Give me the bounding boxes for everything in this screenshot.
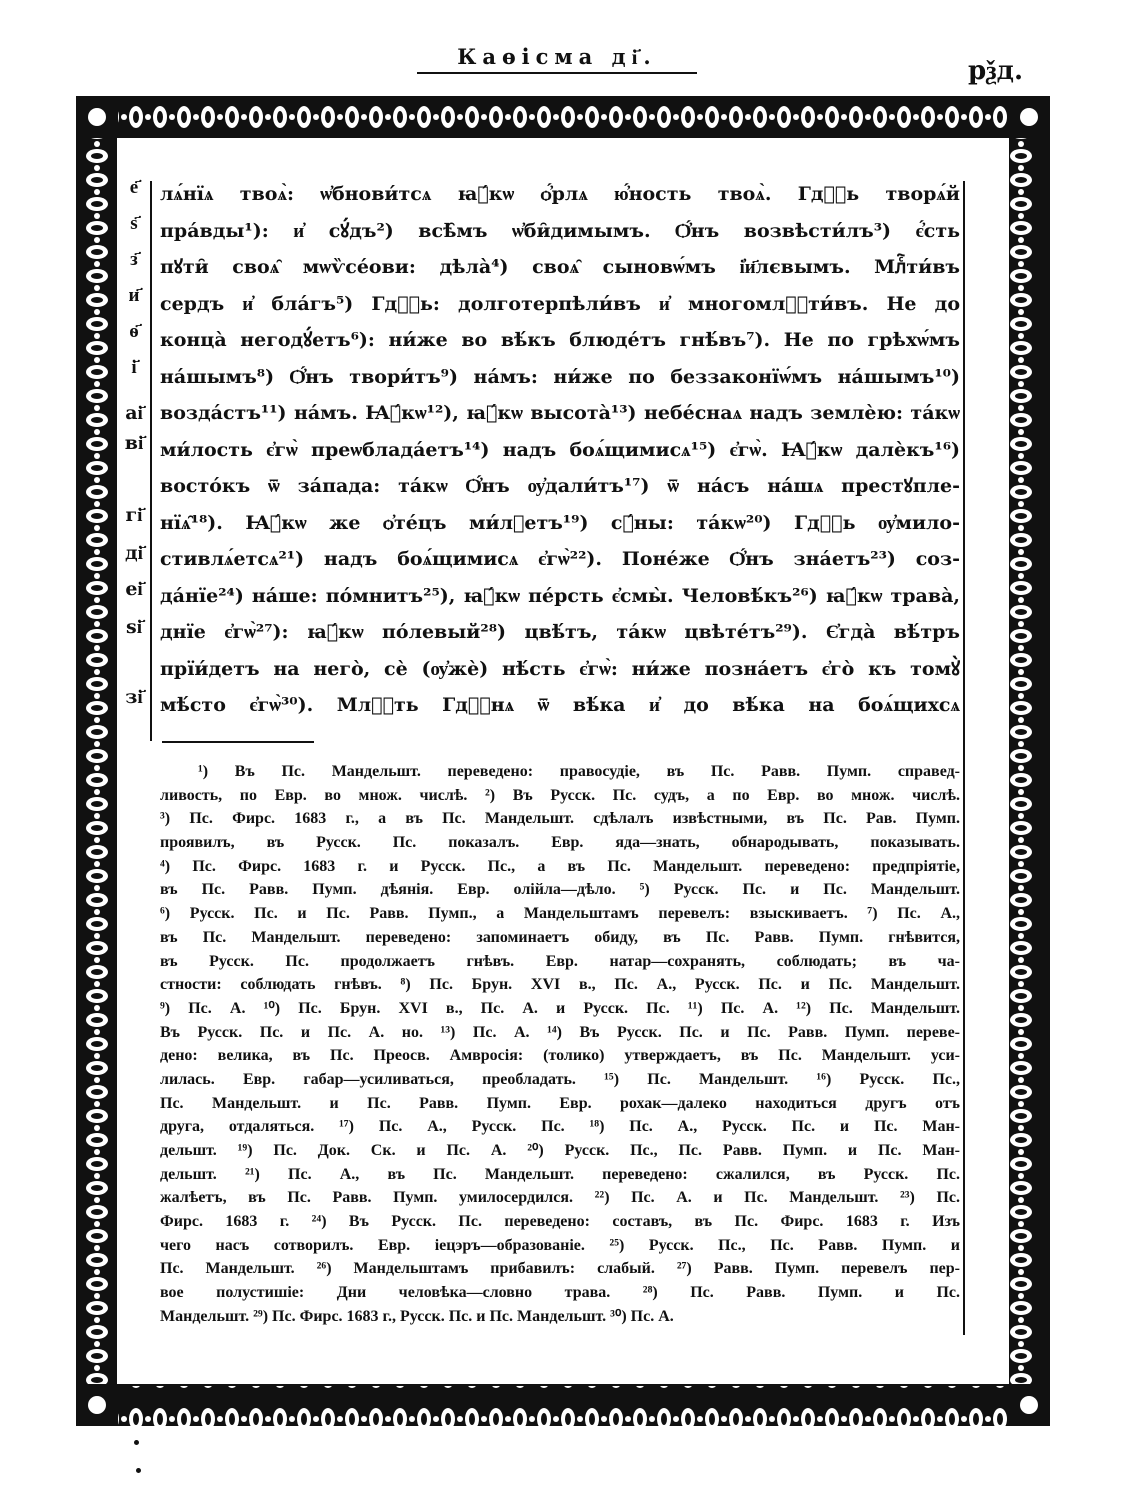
footnote-line: вое полустишіе: Дни человѣка—словно трава. ²⁸) Пс. Равв. Пумп. и Пс. — [160, 1284, 960, 1302]
footnote-line: ⁴) Пс. Фирс. 1683 г. и Русск. Пс., а въ Пс. Мандельшт. переведено: предпріятіе, — [160, 857, 960, 875]
verse-number: е҃ — [129, 176, 139, 198]
psalm-text-line: нїѧ̑¹⁸). Ꙗ҆́кѡ же ѻ҆те́цъ ми́лꙋетъ¹⁹) сꙋ́ны: та́кѡ²⁰) Гдⷭ҇ь ѹ҆мило- — [160, 511, 960, 534]
verse-number: зі҃ — [125, 686, 143, 708]
footnote-line: ¹) Въ Пс. Мандельшт. переведено: правосудіе, въ Пс. Равв. Пумп. справед- — [198, 763, 960, 780]
verse-number: еі҃ — [125, 578, 143, 600]
psalm-text-line: ми́лость є҆гѡ̀ преѡблада́етъ¹⁴) надъ боѧ́щимисѧ¹⁵) є҆гѡ̀. Ꙗ҆́кѡ далѐкъ¹⁶) — [160, 438, 960, 461]
footnote-line: жалѣетъ, въ Пс. Равв. Пумп. умилосердился. ²²) Пс. А. и Пс. Мандельшт. ²³) Пс. — [160, 1189, 960, 1207]
page-number: рѯд. — [968, 56, 1024, 86]
footnote-line: дено: велика, въ Пс. Преосв. Амвросія: (толико) утверждаетъ, въ Пс. Мандельшт. уси- — [160, 1047, 960, 1065]
psalm-text-line: мѣ́сто є҆гѡ̀³⁰). Млⷭ҇ть Гдⷭ҇нѧ ѿ вѣ́ка и҆ до вѣ́ка на боѧ́щихсѧ — [160, 694, 960, 716]
verse-number: ді҃ — [125, 542, 143, 564]
verse-number: аі҃ — [125, 402, 143, 424]
footnotes — [160, 760, 960, 1329]
psalm-text-line: лѧ́нїѧ твоѧ̀: ѡ҆бнови́тсѧ ꙗ҆́кѡ ѻ҆́рлѧ ю҆́ность твоѧ̀. Гдⷭ҇ь творѧ́й — [160, 183, 960, 205]
footnote-line: Пс. Мандельшт. и Пс. Равв. Пумп. Евр. рохак—далеко находиться другъ отъ — [160, 1094, 960, 1112]
verse-number: і҃ — [131, 356, 137, 378]
footnote-line: дельшт. ¹⁹) Пс. Док. Ск. и Пс. А. ²⁰) Русск. Пс., Пс. Равв. Пумп. и Пс. Ман- — [160, 1142, 960, 1159]
psalm-text-line: днїе є҆гѡ̀²⁷): ꙗ҆́кѡ по́левый²⁸) цвѣ́тъ, та́кѡ цвѣте́тъ²⁹). Є҆гда̀ вѣ́тръ — [160, 621, 960, 643]
verse-number: ѕ҃ — [130, 212, 138, 234]
footnote-line: лилась. Евр. габар—усиливаться, преобладать. ¹⁵) Пс. Мандельшт. ¹⁶) Русск. Пс., — [160, 1070, 960, 1088]
psalm-text-line: да́нїе²⁴) на́ше: по́мнитъ²⁵), ꙗ҆́кѡ пе́рсть є҆смы̀. Человѣ́къ²⁶) ꙗ҆́кѡ трава̀, — [160, 584, 960, 607]
ink-speck — [134, 1440, 139, 1445]
footnote-line: ³) Пс. Фирс. 1683 г., а въ Пс. Мандельшт. сдѣлалъ извѣстными, въ Пс. Рав. Пумп. — [160, 810, 960, 828]
footnote-line: ⁹) Пс. А. ¹⁰) Пс. Брун. XVI в., Пс. А. и Русск. Пс. ¹¹) Пс. А. ¹²) Пс. Мандельшт. — [160, 999, 960, 1017]
verse-number: гі҃ — [125, 504, 143, 526]
verse-number: ві҃ — [124, 432, 144, 454]
verse-number: ѳ҃ — [129, 320, 139, 342]
ink-speck — [136, 1468, 141, 1473]
footnote-line: друга, отдаляться. ¹⁷) Пс. А., Русск. Пс. ¹⁸) Пс. А., Русск. Пс. и Пс. Ман- — [160, 1118, 960, 1136]
running-header-title: Каѳісма ді҃. — [457, 44, 657, 69]
footnote-line: Фирс. 1683 г. ²⁴) Въ Русск. Пс. переведено: составъ, въ Пс. Фирс. 1683 г. Изъ — [160, 1213, 960, 1231]
footnote-line: Въ Русск. Пс. и Пс. А. но. ¹³) Пс. А. ¹⁴) Въ Русск. Пс. и Пс. Равв. Пумп. переве- — [160, 1023, 960, 1041]
right-margin-rule — [963, 181, 965, 1335]
footnote-line: Мандельшт. ²⁹) Пс. Фирс. 1683 г., Русск. Пс. и Пс. Мандельшт. ³⁰) Пс. А. — [160, 1307, 674, 1325]
footnote-line: стности: соблюдать гнѣвъ. ⁸) Пс. Брун. XVI в., Пс. А., Русск. Пс. и Пс. Мандельшт. — [160, 976, 960, 994]
footnote-line: ⁶) Русск. Пс. и Пс. Равв. Пумп., а Мандельштамъ перевелъ: взыскиваетъ. ⁷) Пс. А., — [160, 905, 960, 923]
footnote-separator — [162, 741, 314, 743]
psalm-text-line: восто́къ ѿ за́пада: та́кѡ Ѻ҆́нъ ѹ҆дали́тъ¹⁷) ѿ на́съ на́шѧ престꙋпле- — [160, 475, 960, 497]
footnote-line: въ Пс. Мандельшт. переведено: запоминаетъ обиду, въ Пс. Равв. Пумп. гнѣвится, — [160, 928, 960, 946]
psalm-text-line: на́шымъ⁸) Ѻ҆́нъ твори́тъ⁹) на́мъ: ни́же по беззаконїѡ́мъ на́шымъ¹⁰) — [160, 365, 960, 388]
verse-number: и҃ — [128, 284, 140, 306]
footnote-line: ливость, по Евр. во множ. числѣ. ²) Въ Русск. Пс. судъ, а по Евр. во множ. числѣ. — [160, 786, 960, 804]
psalm-text-line: прїи́детъ на него̀, сѐ (ѹ҆жѐ) нѣ́сть є҆гѡ̀: ни́же позна́етъ є҆го̀ къ томꙋ̀ — [160, 657, 960, 680]
psalm-text-line: стивлѧ́етсѧ²¹) надъ боѧ́щимисѧ є҆гѡ̀²²). Поне́же Ѻ҆́нъ зна́етъ²³) соз- — [160, 548, 960, 570]
psalm-text — [160, 176, 960, 724]
psalm-text-line: конца̀ негодꙋ́етъ⁶): ни́же во вѣ́къ блюде́тъ гнѣ́въ⁷). Не по грѣхѡ́мъ — [160, 329, 960, 351]
footnote-line: въ Русск. Пс. продолжаетъ гнѣвъ. Евр. натар—сохранять, соблюдать; въ ча- — [160, 952, 960, 970]
header-rule — [417, 72, 697, 74]
verse-column-rule — [150, 181, 152, 741]
psalm-text-line: сердъ и҆ бла́гъ⁵) Гдⷭ҇ь: долготерпѣли́въ и҆ многомлⷭ҇ти́въ. Не до — [160, 292, 960, 315]
psalm-text-line: возда́стъ¹¹) на́мъ. Ꙗ҆́кѡ¹²), ꙗ҆́кѡ высота̀¹³) небе́снаѧ надъ землѐю: та́кѡ — [160, 402, 960, 424]
footnote-line: въ Пс. Равв. Пумп. дѣянія. Евр. олійла—дѣло. ⁵) Русск. Пс. и Пс. Мандельшт. — [160, 881, 960, 899]
footnote-line: Пс. Мандельшт. ²⁶) Мандельштамъ прибавилъ: слабый. ²⁷) Равв. Пумп. перевелъ пер- — [160, 1260, 960, 1278]
psalm-text-line: пꙋти̑ своѧ̑ мѡѷсе́ови: дѣла̀⁴) своѧ̑ сыновѡ́мъ і҆и҃лєвымъ. Млⷭ҇ти́въ — [160, 256, 960, 278]
verse-number: з҃ — [130, 248, 138, 270]
footnote-line: проявилъ, въ Русск. Пс. показалъ. Евр. яда—знать, обнародывать, показывать. — [160, 834, 960, 852]
footnote-line: чего насъ сотворилъ. Евр. іецэръ—образованіе. ²⁵) Русск. Пс., Пс. Равв. Пумп. и — [160, 1236, 960, 1254]
footnote-line: дельшт. ²¹) Пс. А., въ Пс. Мандельшт. переведено: сжалился, въ Русск. Пс. — [160, 1165, 960, 1183]
psalm-text-line: пра́вды¹): и҆ сꙋ́дъ²) всѣ̑мъ ѡ҆би̑димымъ. Ѻ҆́нъ возвѣсти́лъ³) є҆́сть — [160, 219, 960, 242]
verse-number: ѕі҃ — [126, 616, 142, 638]
